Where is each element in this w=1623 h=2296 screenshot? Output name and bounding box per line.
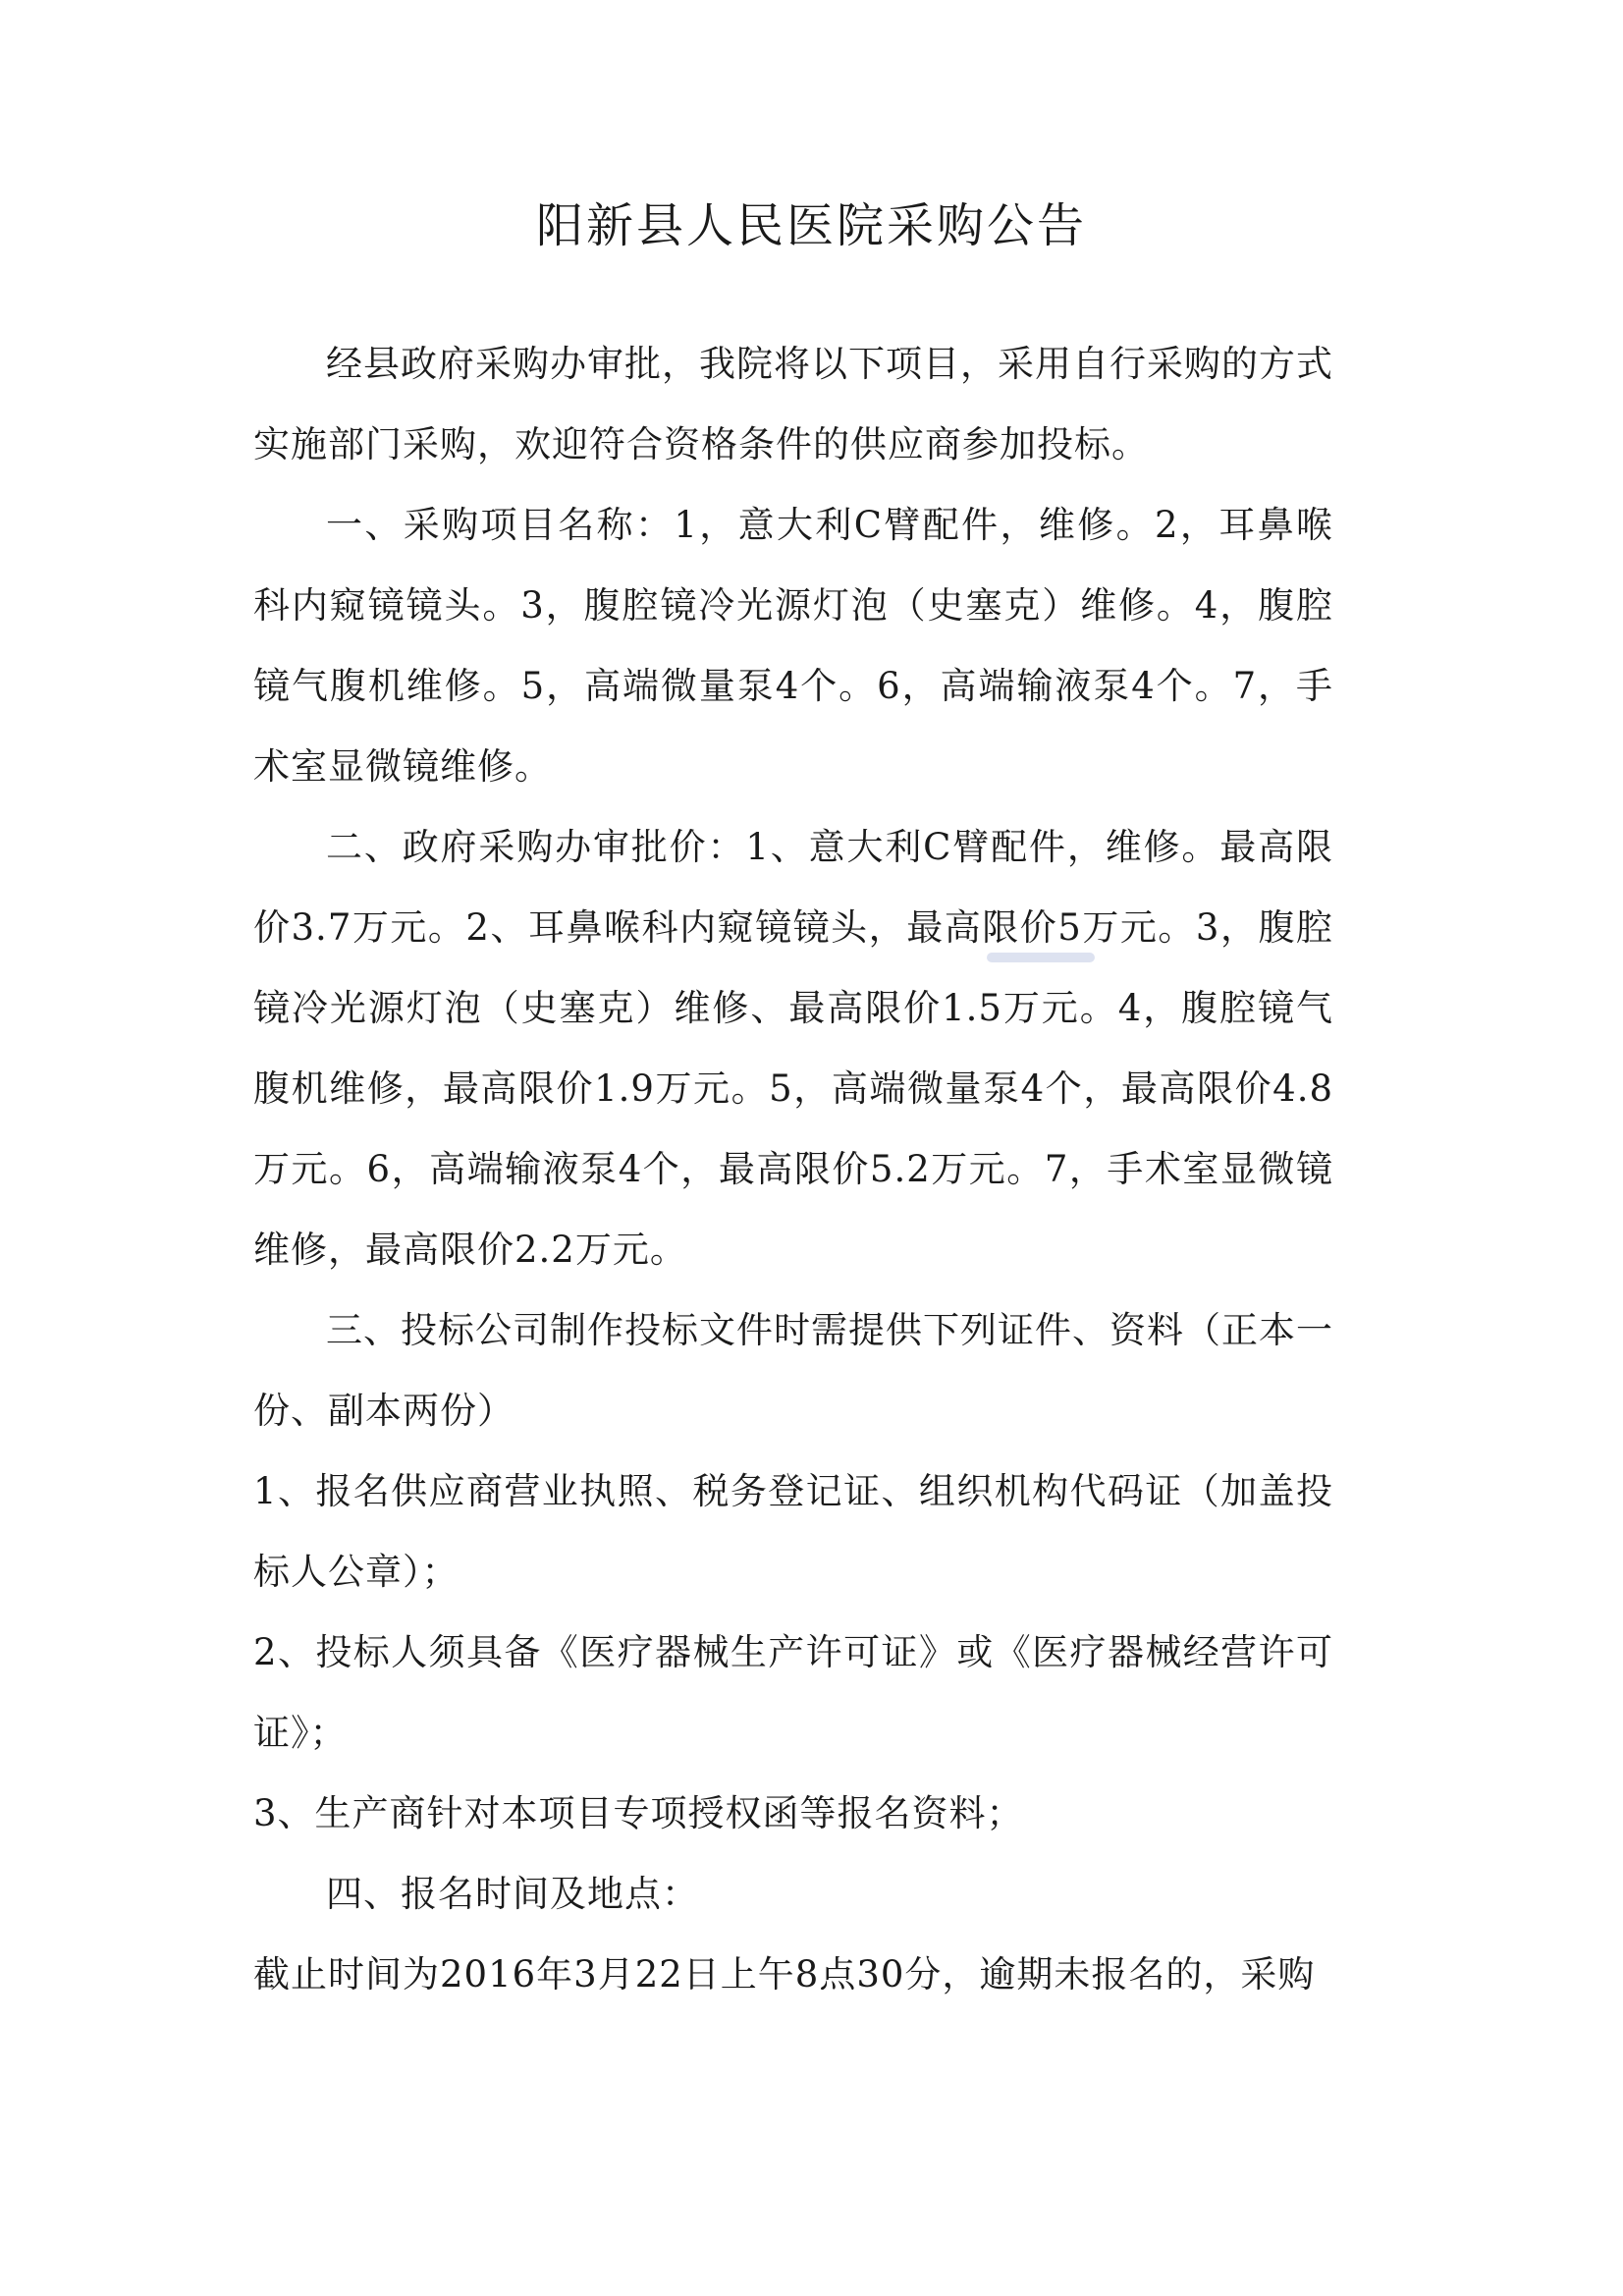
intro-paragraph: 经县政府采购办审批，我院将以下项目，采用自行采购的方式实施部门采购，欢迎符合资格条件的供应商参加投标。 [253, 343, 1333, 465]
requirement-item-1: 1、报名供应商营业执照、税务登记证、组织机构代码证（加盖投标人公章）； [253, 1470, 1333, 1593]
registration-deadline: 截止时间为2016年3月22日上午8点30分，逾期未报名的，采购 [253, 1953, 1316, 1995]
section-registration-heading: 四、报名时间及地点： [326, 1873, 699, 1915]
section-approved-prices: 二、政府采购办审批价：1、意大利C臂配件，维修。最高限价3.7万元。2、耳鼻喉科内窥镜镜头，最高限价5万元。3，腹腔镜冷光源灯泡（史塞克）维修、最高限价1.5万元。4，腹腔镜气腹机维修，最高限价1.9万元。5，高端微量泵4个，最高限价4.8万元。6，高端输液泵4个，最高限价5.2万元。7，手术室显微镜维修，最高限价2.2万元。 [253, 826, 1333, 1271]
section-project-names: 一、采购项目名称：1，意大利C臂配件，维修。2，耳鼻喉科内窥镜镜头。3，腹腔镜冷光源灯泡（史塞克）维修。4，腹腔镜气腹机维修。5，高端微量泵4个。6，高端输液泵4个。7，手术室显微镜维修。 [253, 504, 1333, 788]
section-required-documents: 三、投标公司制作投标文件时需提供下列证件、资料（正本一份、副本两份） [253, 1309, 1333, 1432]
document-body [253, 324, 1333, 2015]
document-title: 阳新县人民医院采购公告 [535, 198, 1087, 253]
requirement-item-3: 3、生产商针对本项目专项授权函等报名资料； [253, 1792, 1024, 1834]
requirement-item-2: 2、投标人须具备《医疗器械生产许可证》或《医疗器械经营许可证》； [253, 1631, 1333, 1754]
